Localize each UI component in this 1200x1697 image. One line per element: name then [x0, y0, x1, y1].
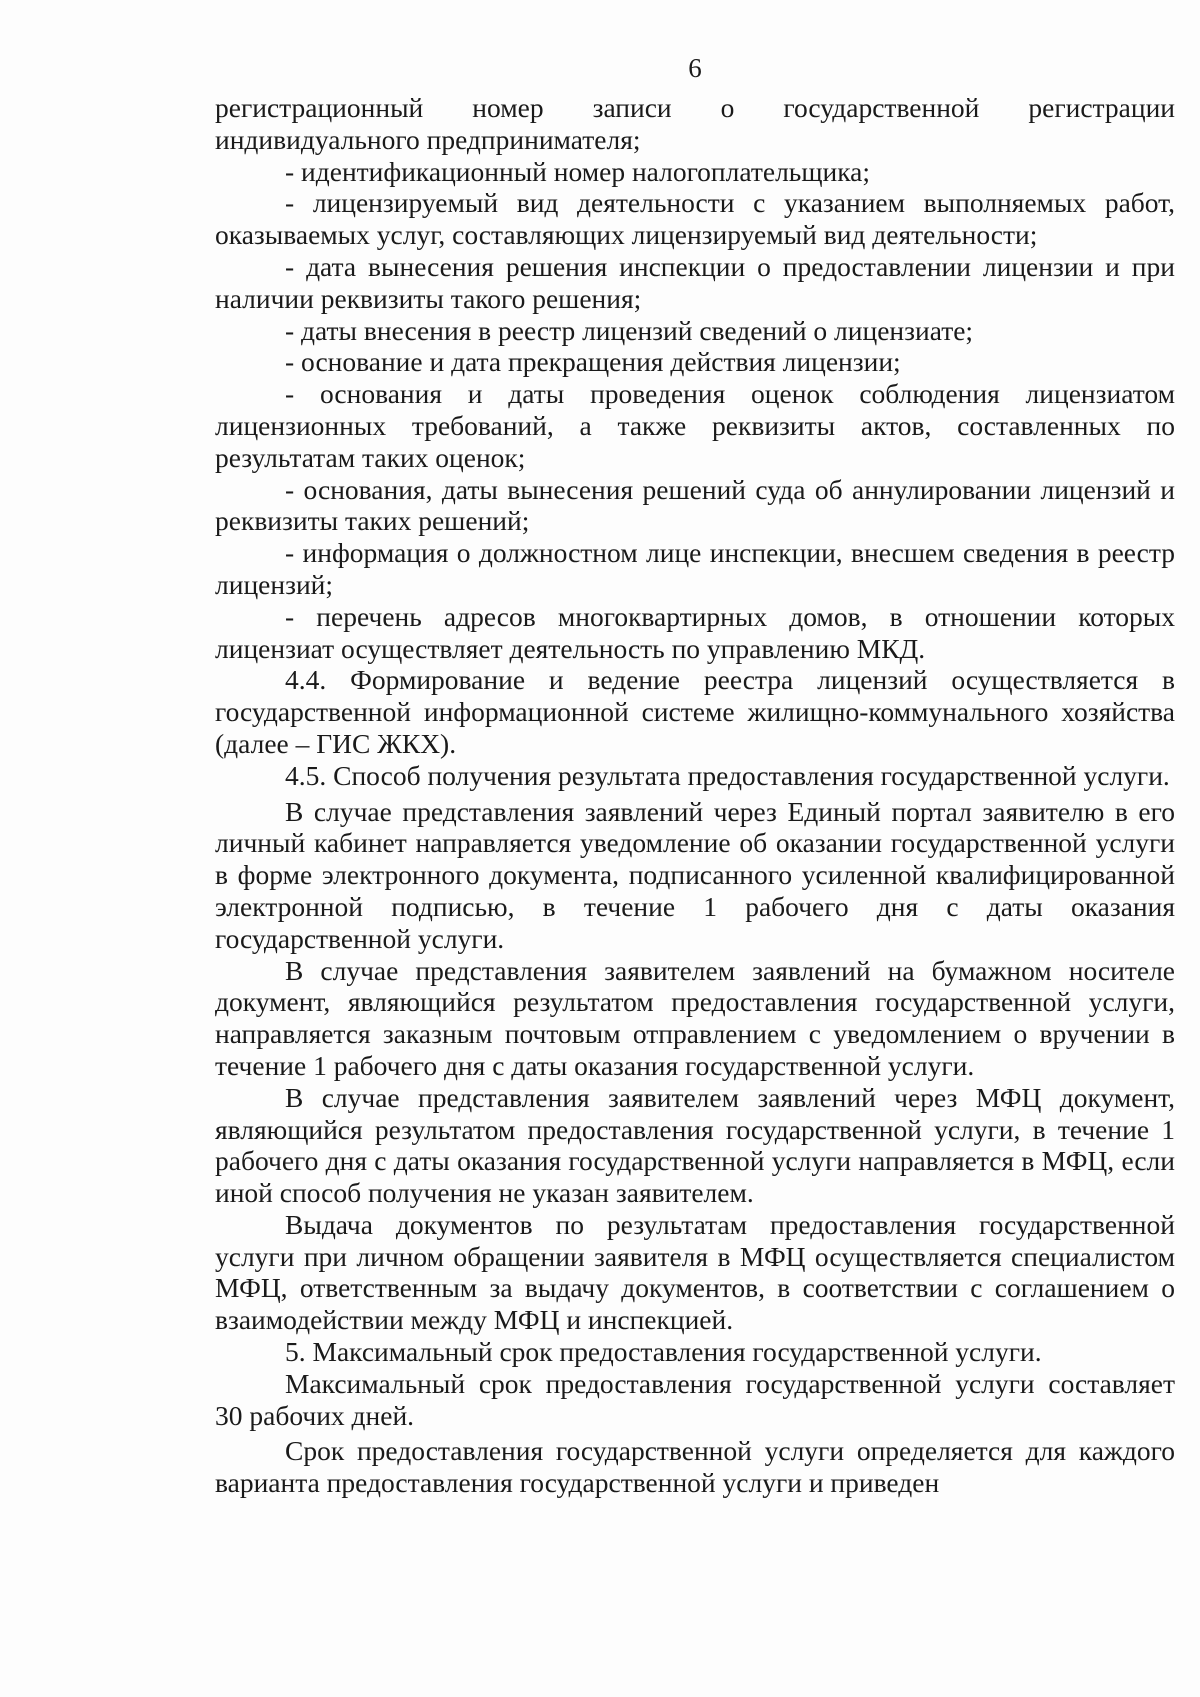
list-item: - основания и даты проведения оценок соблюдения лицензиатом лицензионных требований, а также реквизиты актов, составленных по результатам таких оценок; [215, 378, 1175, 473]
paragraph: В случае представления заявлений через Единый портал заявителю в его личный кабинет направляется уведомление об оказании государственной услуги в форме электронного документа, подписанного усиленной квалифицированной электронной подписью, в течение 1 рабочего дня с даты оказания государственной услуги. [215, 795, 1175, 954]
section-5-heading: 5. Максимальный срок предоставления государственной услуги. [285, 1336, 1042, 1368]
section-4-4: 4.4. Формирование и ведение реестра лицензий осуществляется в государственной информационной системе жилищно-коммунального хозяйства (далее – ГИС ЖКХ). [215, 664, 1175, 759]
list-item: - информация о должностном лице инспекции, внесшем сведения в реестр лицензий; [215, 537, 1175, 600]
section-4-5-heading: 4.5. Способ получения результата предоставления государственной услуги. [285, 759, 1170, 791]
paragraph: регистрационный номер записи о государственной регистрации индивидуального предпринимателя; [215, 92, 1175, 155]
list-item: - основание и дата прекращения действия лицензии; [285, 346, 901, 378]
paragraph: Максимальный срок предоставления государственной услуги составляет 30 рабочих дней. [215, 1367, 1175, 1431]
list-item: - лицензируемый вид деятельности с указанием выполняемых работ, оказываемых услуг, составляющих лицензируемый вид деятельности; [215, 187, 1175, 251]
list-item: - основания, даты вынесения решений суда об аннулировании лицензий и реквизиты таких решений; [215, 473, 1175, 537]
paragraph: В случае представления заявителем заявлений на бумажном носителе документ, являющийся результатом предоставления государственной услуги, направляется заказным почтовым отправлением с уведомлением о вручении в течение 1 рабочего дня с даты оказания государственной услуги. [215, 954, 1175, 1081]
paragraph: Выдача документов по результатам предоставления государственной услуги при личном обращении заявителя в МФЦ осуществляется специалистом МФЦ, ответственным за выдачу документов, в соответствии с соглашением о взаимодействии между МФЦ и инспекцией. [215, 1208, 1175, 1336]
page-number: 6 [688, 53, 702, 83]
paragraph: В случае представления заявителем заявлений через МФЦ документ, являющийся результатом предоставления государственной услуги, в течение 1 рабочего дня с даты оказания государственной услуги направляется в МФЦ, если иной способ получения не указан заявителем. [215, 1081, 1175, 1209]
document-body [215, 92, 1175, 1499]
list-item: - дата вынесения решения инспекции о предоставлении лицензии и при наличии реквизиты такого решения; [215, 250, 1175, 314]
list-item: - перечень адресов многоквартирных домов, в отношении которых лицензиат осуществляет деятельность по управлению МКД. [215, 600, 1175, 664]
paragraph: Срок предоставления государственной услуги определяется для каждого варианта предоставления государственной услуги и приведен [215, 1435, 1175, 1499]
list-item: - идентификационный номер налогоплательщика; [285, 155, 871, 187]
list-item: - даты внесения в реестр лицензий сведений о лицензиате; [285, 314, 974, 346]
